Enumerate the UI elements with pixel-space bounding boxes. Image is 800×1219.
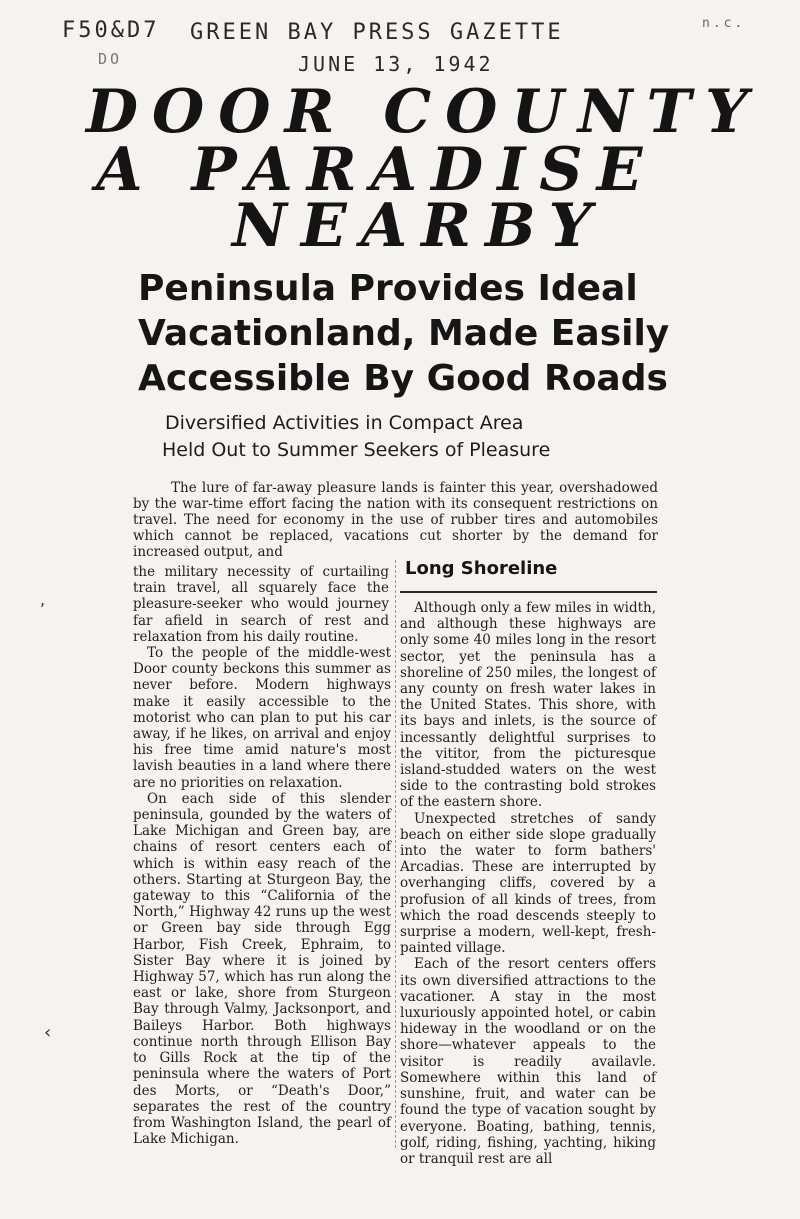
right-column-paragraph-2: Unexpected stretches of sandy beach on either side slope gradually into the water to form bathers' Arcadias. These are interrupted by overhanging cliffs, covered by a profusion of all kinds of trees, from which the road descends steeply to surprise a modern, well-kept, fresh-painted village. — [400, 810, 656, 957]
section-heading-rule — [400, 591, 657, 593]
right-column-paragraph-3: Each of the resort centers offers its own diversified attractions to the vacationer. A stay in the most luxuriously appointed hotel, or cabin hideway in the woodland or on the shore—whatever appeals to the visitor is readily availavle. Somewhere within this land of sunshine, fruit, and water can be found the type of vacation sought by everyone. Boating, bathing, tennis, golf, riding, fishing, yachting, hiking or tranquil rest are all — [400, 956, 656, 1167]
subheadline-line-2: Vacationland, Made Easily — [138, 313, 670, 354]
deck-subtitle — [162, 410, 551, 464]
deck-line-2: Held Out to Summer Seekers of Pleasure — [162, 439, 551, 461]
section-heading: Long Shoreline — [405, 558, 558, 579]
right-column-paragraph-1: Although only a few miles in width, and although these highways are only some 40 miles long in the resort sector, yet the peninsula has a shoreline of 250 miles, the longest of any county on fresh water lakes in the United States. This shore, with its bays and inlets, is the source of incessantly delightful surprises to the vititor, from the picturesque island-studded waters on the west side to the contrasting bold strokes of the eastern shore. — [400, 600, 656, 811]
subheadline — [138, 266, 669, 401]
left-column-paragraph-2: To the people of the middle-west Door county beckons this summer as never before. Modern highways make it easily accessible to the motorist who can plan to put his car away, if he likes, on arrival and enjoy his free time amid nature's most lavish beauties in a land where there are no priorities on relaxation. — [133, 645, 391, 791]
left-column-paragraph-3: On each side of this slender peninsula, gounded by the waters of Lake Michigan and Green bay, are chains of resort centers each of which is within easy reach of the others. Starting at Sturgeon Bay, the gateway to this “California of the North,” Highway 42 runs up the west or Green bay side through Egg Harbor, Fish Creek, Ephraim, to Sister Bay where it is joined by Highway 57, which has run along the east or lake, shore from Sturgeon Bay through Valmy, Jacksonport, and Baileys Harbor. Both highways continue north through Ellison Bay to Gills Rock at the tip of the peninsula where the waters of Port des Morts, or “Death's Door,” separates the rest of the country from Washington Island, the pearl of Lake Michigan. — [133, 790, 391, 1148]
intro-paragraph: The lure of far-away pleasure lands is fainter this year, overshadowed by the war-time effort facing the nation with its consequent restrictions on travel. The need for economy in the use of rubber tires and automobiles which cannot be replaced, vacations cut shorter by the demand for increased output, and — [133, 479, 658, 561]
corner-annotation: n.c. — [702, 16, 746, 31]
margin-mark: , — [40, 590, 46, 609]
file-reference-annotation: F50&D7 — [62, 18, 160, 43]
file-reference-sub-annotation: DO — [98, 50, 123, 68]
headline-line-3: NEARBY — [232, 191, 606, 261]
column-divider — [395, 560, 397, 1148]
newspaper-name-annotation: GREEN BAY PRESS GAZETTE — [190, 20, 564, 45]
article-right-column — [400, 600, 656, 1167]
article-left-column — [133, 564, 391, 1147]
left-column-paragraph-1: the military necessity of curtailing train travel, all squarely face the pleasure-seeker who would journey far afield in search of rest and relaxation from his daily routine. — [133, 564, 389, 645]
subheadline-line-3: Accessible By Good Roads — [138, 358, 668, 399]
margin-mark: ‹ — [44, 1022, 52, 1043]
subheadline-line-1: Peninsula Provides Ideal — [138, 268, 638, 309]
headline-line-2: A PARADISE — [96, 135, 657, 205]
date-annotation: JUNE 13, 1942 — [298, 52, 494, 76]
article-intro — [133, 466, 658, 574]
headline-line-1: DOOR COUNTY — [86, 77, 762, 147]
deck-line-1: Diversified Activities in Compact Area — [165, 412, 524, 434]
